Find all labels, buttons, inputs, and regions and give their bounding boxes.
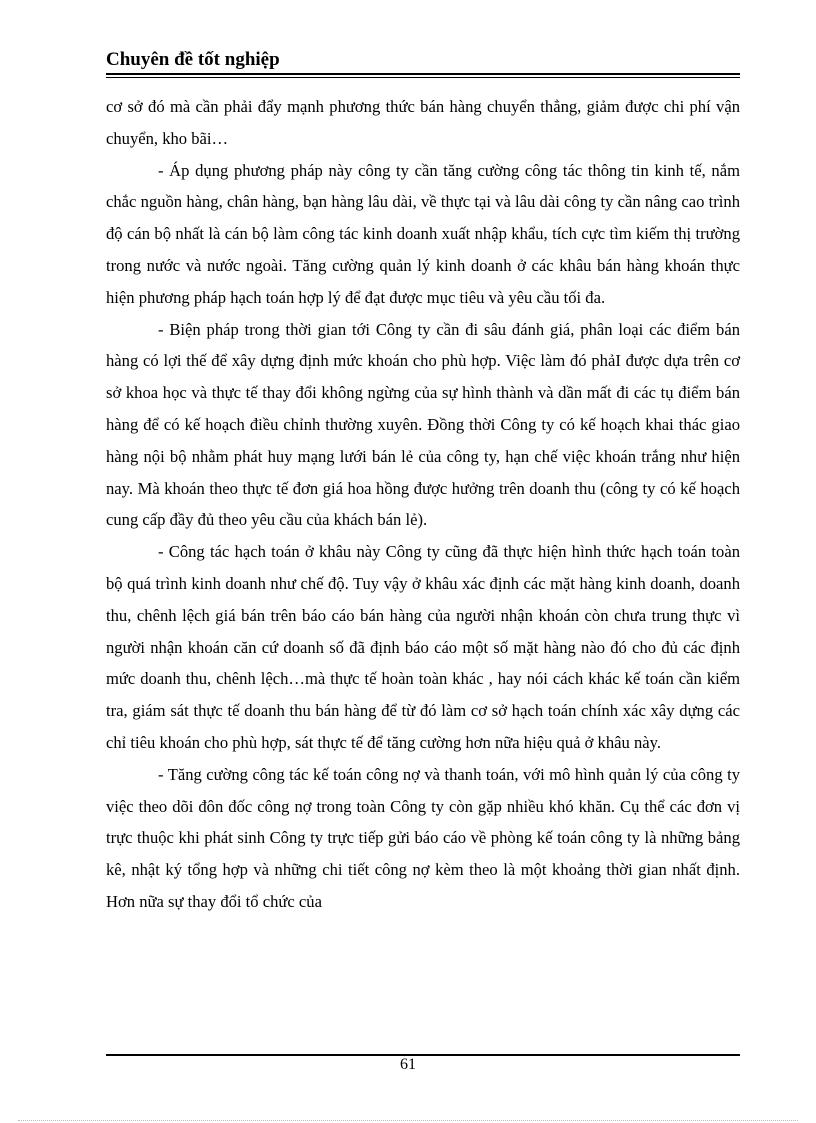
paragraph-continuation: cơ sở đó mà cần phải đẩy mạnh phương thức bán hàng chuyển thẳng, giảm được chi phí vận chuyển, kho bãi… (106, 97, 740, 148)
header-rule (106, 73, 740, 75)
page-number: 61 (400, 1056, 416, 1073)
header-rule-thin (106, 77, 740, 78)
paragraph: - Biện pháp trong thời gian tới Công ty cần đi sâu đánh giá, phân loại các điểm bán hàng có lợi thế để xây dựng định mức khoán cho phù hợp. Việc làm đó phảI được dựa trên cơ sở khoa học và thực tế thay đổi không ngừng của sự hình thành và dần mất đi các tụ điểm bán hàng để có kế hoạch điều chỉnh thường xuyên. Đồng thời Công ty có kế hoạch khai thác giao hàng nội bộ nhằm phát huy mạng lưới bán lẻ của công ty, hạn chế việc khoán trắng như hiện nay. Mà khoán theo thực tế đơn giá hoa hồng được hưởng trên doanh thu (công ty có kế hoạch cung cấp đầy đủ theo yêu cầu của khách bán lẻ). (106, 319, 740, 530)
running-header-title: Chuyên đề tốt nghiệp (106, 49, 280, 70)
paragraph: - Áp dụng phương pháp này công ty cần tăng cường công tác thông tin kinh tế, nắm chắc nguồn hàng, chân hàng, bạn hàng lâu dài, về thực tại và lâu dài công ty cần nâng cao trình độ cán bộ nhất là cán bộ làm công tác kinh doanh xuất nhập khẩu, tích cực tìm kiếm thị trường trong nước và nước ngoài. Tăng cường quản lý kinh doanh ở các khâu bán hàng khoán thực hiện phương pháp hạch toán hợp lý để đạt được mục tiêu và yêu cầu tối đa. (106, 160, 740, 307)
page-edge-divider (18, 1120, 798, 1121)
paragraph: - Tăng cường công tác kế toán công nợ và thanh toán, với mô hình quản lý của công ty việc theo dõi đôn đốc công nợ trong toàn Công ty còn gặp nhiều khó khăn. Cụ thể các đơn vị trực thuộc khi phát sinh Công ty trực tiếp gửi báo cáo về phòng kế toán công ty là những bảng kê, nhật ký tổng hợp và những chi tiết công nợ kèm theo là một khoảng thời gian nhất định. Hơn nữa sự thay đổi tổ chức của (106, 764, 740, 911)
paragraph: - Công tác hạch toán ở khâu này Công ty cũng đã thực hiện hình thức hạch toán toàn bộ quá trình kinh doanh như chế độ. Tuy vậy ở khâu xác định các mặt hàng kinh doanh, doanh thu, chênh lệch giá bán trên báo cáo bán hàng của người nhận khoán còn chưa trung thực vì người nhận khoán căn cứ doanh số đã định báo cáo một số mặt hàng nào đó cho đủ các định mức doanh thu, chênh lệch…mà thực tế hoàn toàn khác , hay nói cách khác kế toán cần kiểm tra, giám sát thực tế doanh thu bán hàng để từ đó làm cơ sở hạch toán chính xác xây dựng các chỉ tiêu khoán cho phù hợp, sát thực tế để tăng cường hơn nữa hiệu quả ở khâu này. (106, 542, 740, 752)
document-body (106, 91, 740, 918)
